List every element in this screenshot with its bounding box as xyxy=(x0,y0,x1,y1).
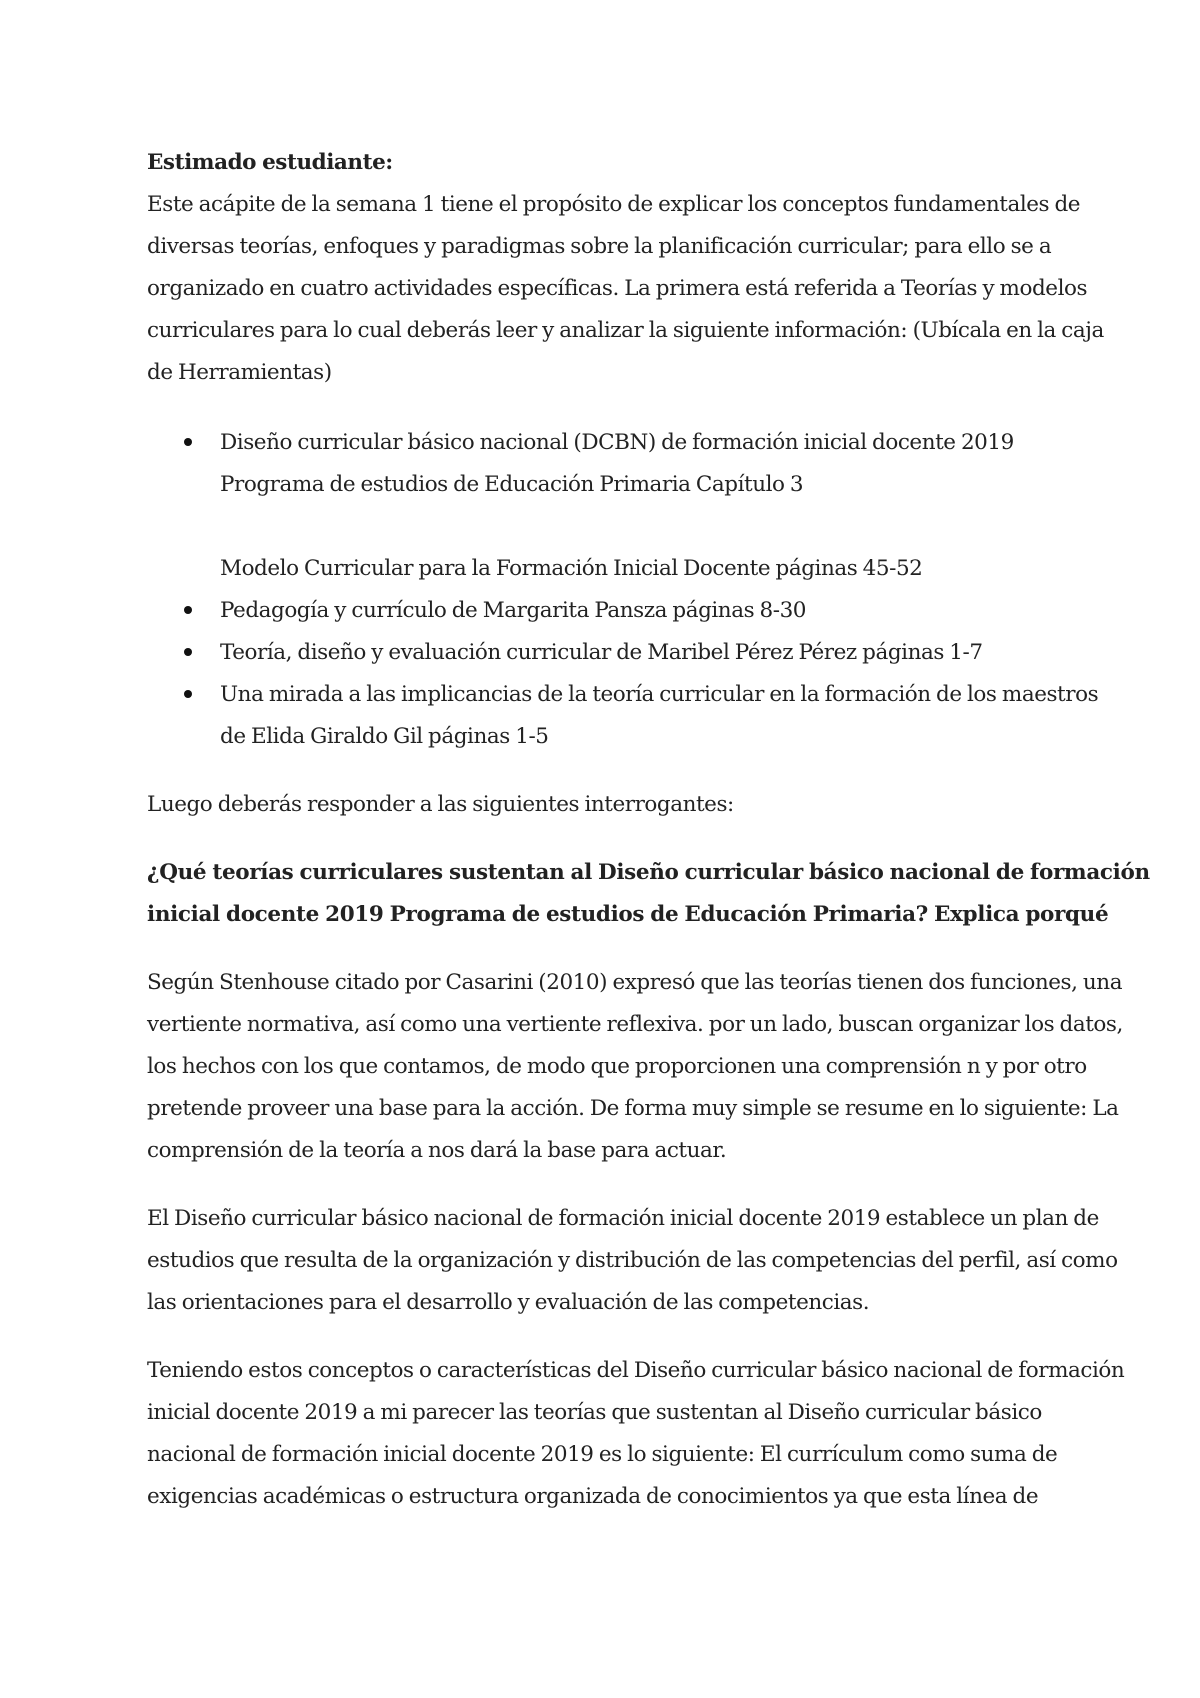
intro-line: diversas teorías, enfoques y paradigmas sobre la planificación curricular; para ello se a xyxy=(147,234,1052,259)
greeting-heading: Estimado estudiante: xyxy=(147,150,393,175)
paragraph-line: estudios que resulta de la organización y distribución de las competencias del perfil, así como xyxy=(147,1248,1118,1273)
reading-list xyxy=(147,422,1067,506)
question-line: inicial docente 2019 Programa de estudios de Educación Primaria? Explica porqué xyxy=(147,902,1109,927)
bullet-icon xyxy=(184,690,192,698)
list-item xyxy=(147,422,1067,506)
paragraph-line: El Diseño curricular básico nacional de formación inicial docente 2019 establece un plan de xyxy=(147,1206,1099,1231)
list-item xyxy=(147,590,1067,632)
paragraph-line: exigencias académicas o estructura organizada de conocimientos ya que esta línea de xyxy=(147,1484,1039,1509)
paragraph-line: vertiente normativa, así como una vertiente reflexiva. por un lado, buscan organizar los datos, xyxy=(147,1012,1123,1037)
answer-paragraph-3 xyxy=(147,1350,1125,1518)
intro-line: organizado en cuatro actividades específicas. La primera está referida a Teorías y modelos xyxy=(147,276,1088,301)
question-line: ¿Qué teorías curriculares sustentan al Diseño curricular básico nacional de formación xyxy=(147,860,1150,885)
paragraph-line: comprensión de la teoría a nos dará la base para actuar. xyxy=(147,1138,727,1163)
bullet-icon xyxy=(184,648,192,656)
list-item xyxy=(147,632,1067,674)
list-item-line: de Elida Giraldo Gil páginas 1-5 xyxy=(220,724,549,749)
list-item-line: Pedagogía y currículo de Margarita Pansza páginas 8-30 xyxy=(220,598,807,623)
paragraph-line: inicial docente 2019 a mi parecer las teorías que sustentan al Diseño curricular básico xyxy=(147,1400,1042,1425)
document-body xyxy=(147,142,1150,1518)
paragraph-line: nacional de formación inicial docente 2019 es lo siguiente: El currículum como suma de xyxy=(147,1442,1058,1467)
bullet-icon xyxy=(184,438,192,446)
question-heading xyxy=(147,852,1150,936)
paragraph-line: pretende proveer una base para la acción. De forma muy simple se resume en lo siguiente: La xyxy=(147,1096,1119,1121)
instruction-text: Luego deberás responder a las siguientes interrogantes: xyxy=(147,792,734,817)
reading-list-continued xyxy=(147,590,1099,758)
list-item-line: Una mirada a las implicancias de la teoría curricular en la formación de los maestros xyxy=(220,682,1099,707)
paragraph-line: las orientaciones para el desarrollo y evaluación de las competencias. xyxy=(147,1290,870,1315)
paragraph-line: Teniendo estos conceptos o características del Diseño curricular básico nacional de formación xyxy=(147,1358,1125,1383)
paragraph-line: los hechos con los que contamos, de modo que proporcionen una comprensión n y por otro xyxy=(147,1054,1087,1079)
list-item-line: Teoría, diseño y evaluación curricular de Maribel Pérez Pérez páginas 1-7 xyxy=(220,640,983,665)
answer-paragraph-1 xyxy=(147,962,1123,1172)
intro-line: Este acápite de la semana 1 tiene el propósito de explicar los conceptos fundamentales de xyxy=(147,192,1081,217)
paragraph-line: Según Stenhouse citado por Casarini (2010) expresó que las teorías tienen dos funciones, una xyxy=(147,970,1123,995)
bullet-icon xyxy=(184,606,192,614)
list-sub-item: Modelo Curricular para la Formación Inicial Docente páginas 45-52 xyxy=(220,556,923,581)
intro-line: de Herramientas) xyxy=(147,360,332,385)
list-item xyxy=(147,674,1099,758)
list-item-line: Diseño curricular básico nacional (DCBN) de formación inicial docente 2019 xyxy=(220,430,1014,455)
intro-line: curriculares para lo cual deberás leer y analizar la siguiente información: (Ubícala en la caja xyxy=(147,318,1104,343)
answer-paragraph-2 xyxy=(147,1198,1118,1324)
list-item-line: Programa de estudios de Educación Primaria Capítulo 3 xyxy=(220,472,804,497)
intro-paragraph xyxy=(147,184,1104,394)
